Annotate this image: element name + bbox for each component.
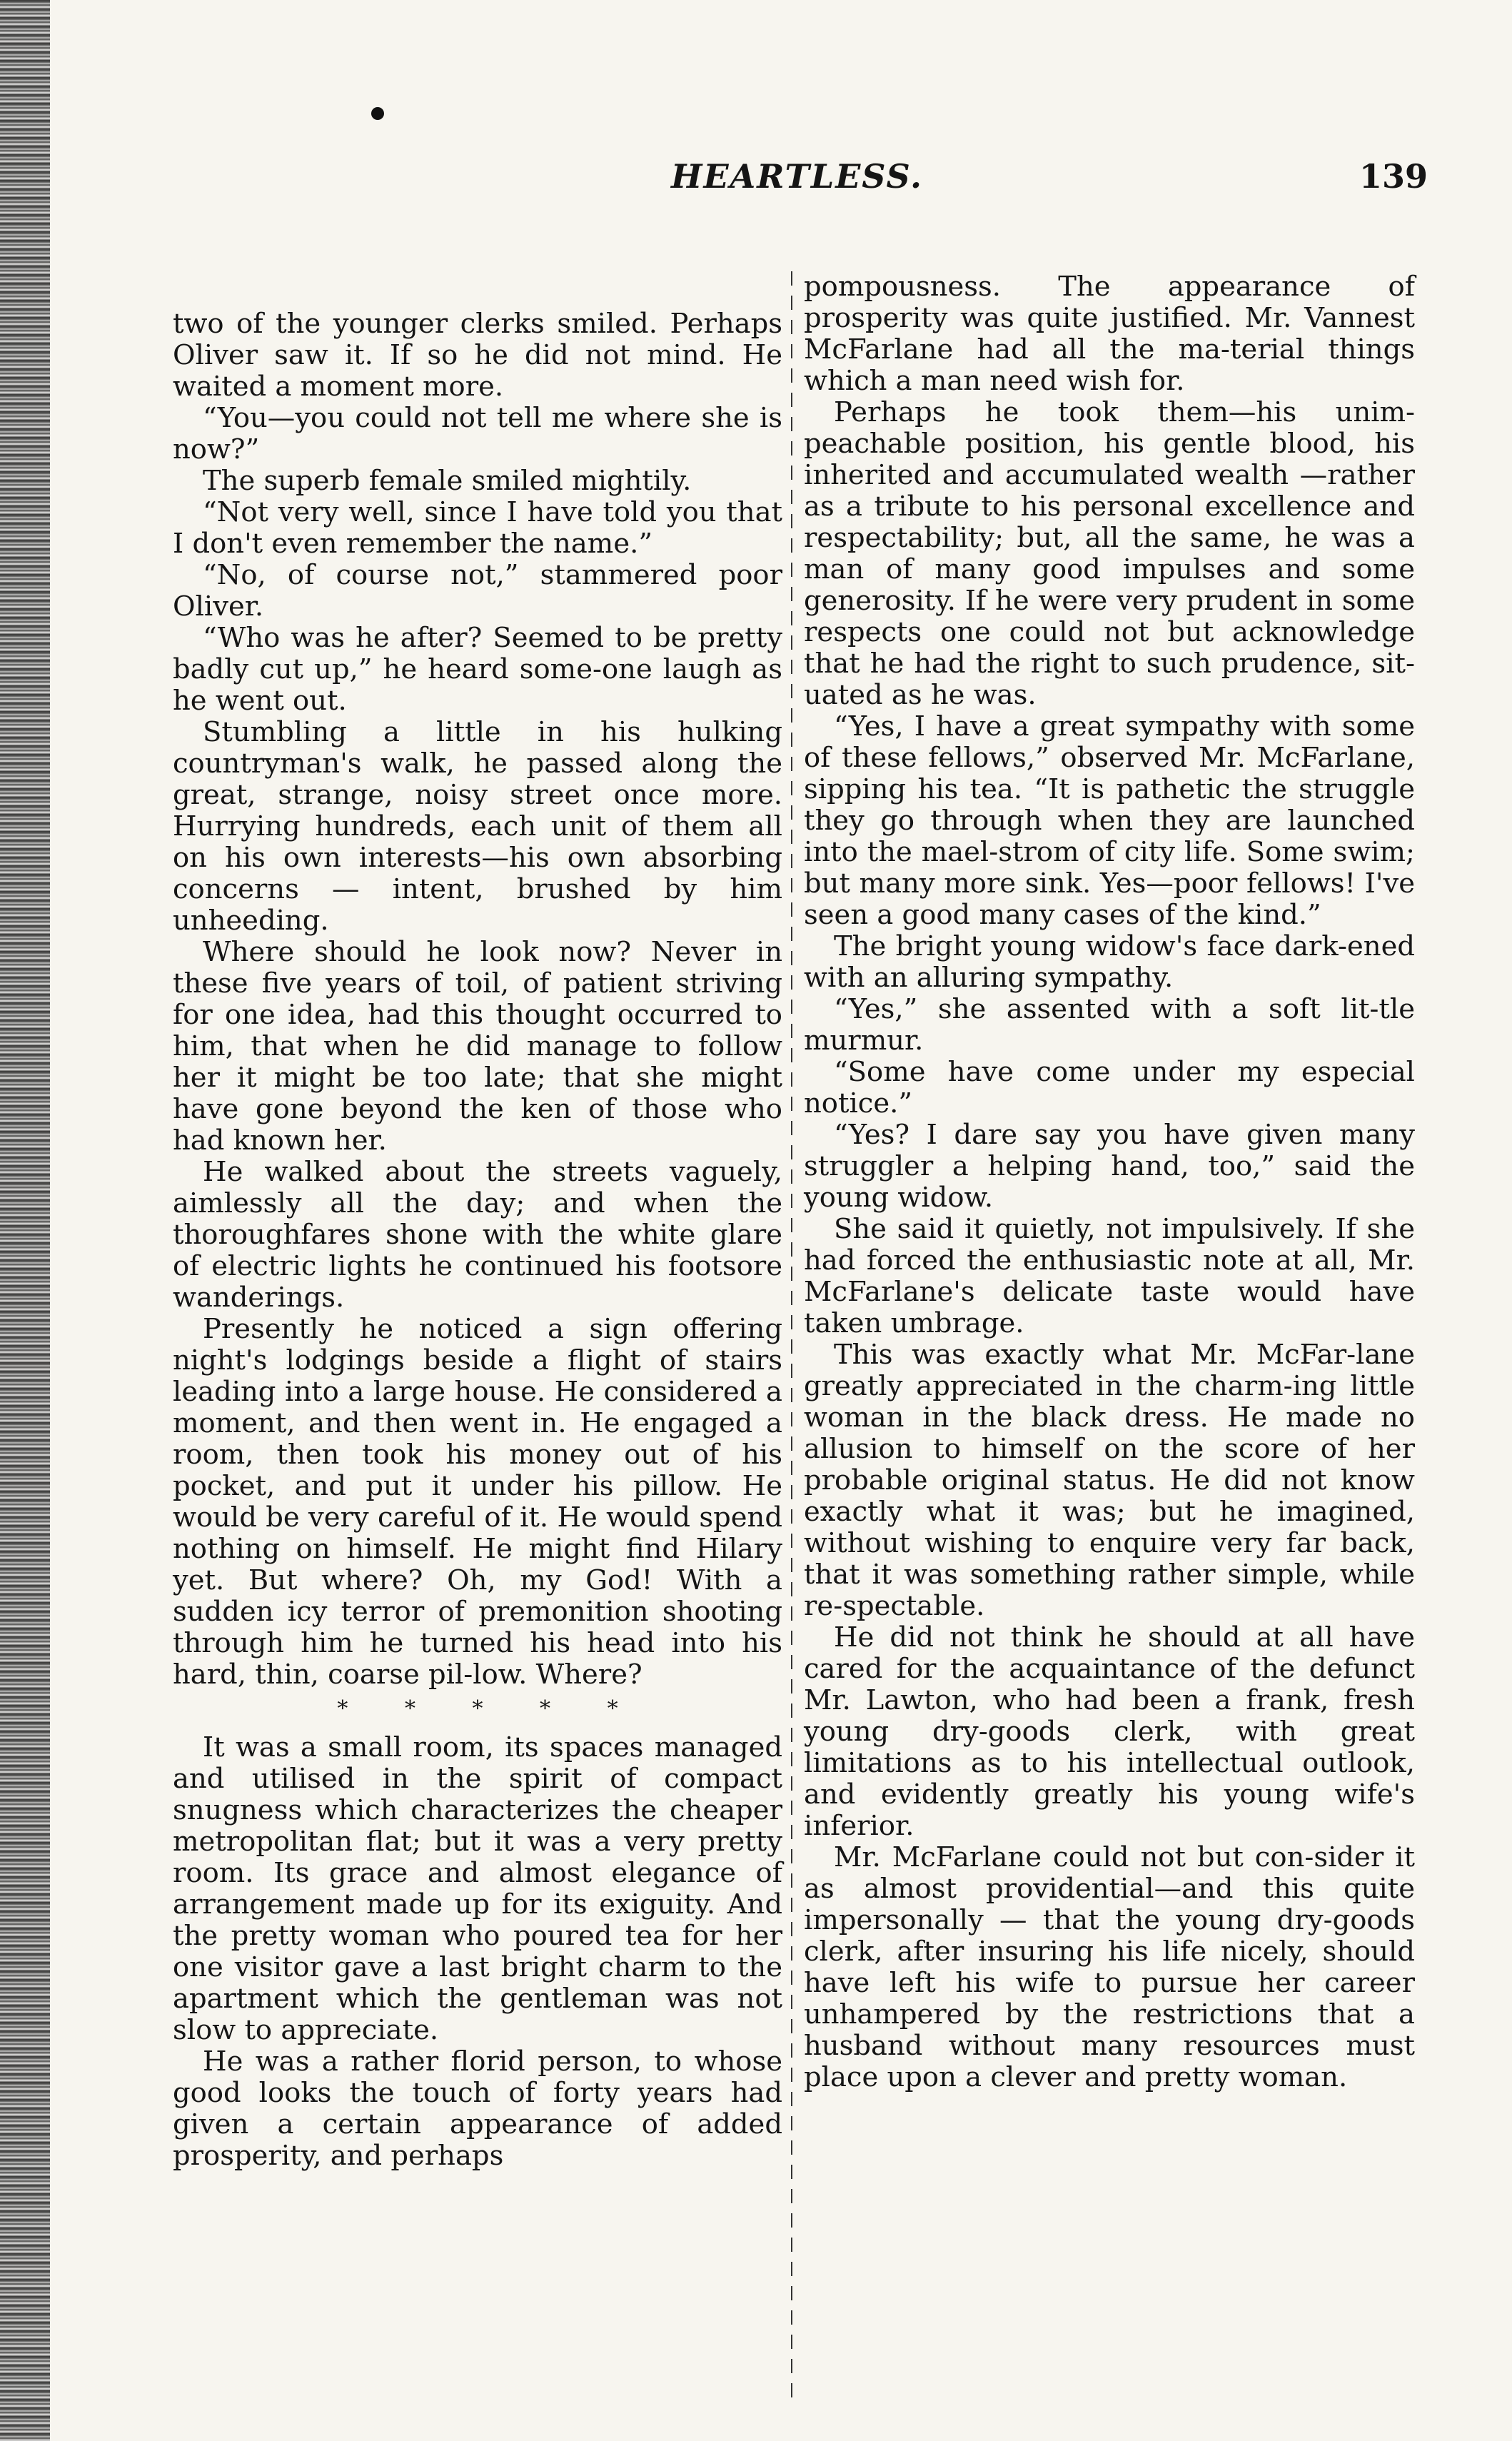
paragraph: It was a small room, its spaces managed and utilised in the spirit of compact snugness which characterizes the cheaper metropolitan flat; but it was a very pretty room. Its grace and almost elegance of arrangement made up for its exiguity. And the pretty woman who poured tea for her one visitor gave a last bright charm to the apartment which the gentleman was not slow to appreciate. — [173, 1731, 782, 2046]
page-number: 139 — [1359, 157, 1428, 196]
section-break-stars: * * * * * — [337, 1696, 618, 1721]
paragraph: He was a rather florid person, to whose good looks the touch of forty years had given a certain appearance of added prosperity, and perhaps — [173, 2045, 782, 2172]
paragraph: He did not think he should at all have cared for the acquaintance of the defunct Mr. Lawton, who had been a frank, fresh young dry-goods clerk, with great limitations as to his intellectual outlook, and evidently greatly his young wife's inferior. — [804, 1621, 1415, 1842]
paragraph: two of the younger clerks smiled. Perhaps Oliver saw it. If so he did not mind. He waited a moment more. — [173, 308, 782, 403]
paragraph: Stumbling a little in his hulking countryman's walk, he passed along the great, strange, noisy street once more. Hurrying hundreds, each unit of them all on his own interests—his own absorbing concerns — intent, brushed by him unheeding. — [173, 716, 782, 937]
paragraph: “Who was he after? Seemed to be pretty badly cut up,” he heard some-one laugh as he went out. — [173, 622, 782, 717]
page-header — [143, 136, 1428, 207]
paragraph: Perhaps he took them—his unim-peachable position, his gentle blood, his inherited and accumulated wealth —rather as a tribute to his personal excellence and respectability; but, all the same, he was a man of many good impulses and some generosity. If he were very prudent in some respects one could not but acknowledge that he had the right to such prudence, sit-uated as he was. — [804, 396, 1415, 711]
paragraph: pompousness. The appearance of prosperity was quite justified. Mr. Vannest McFarlane had all the ma-terial things which a man need wish for. — [804, 271, 1415, 397]
paragraph: “Some have come under my especial notice.” — [804, 1056, 1415, 1119]
running-title: HEARTLESS. — [671, 157, 924, 196]
paragraph: The bright young widow's face dark-ened with an alluring sympathy. — [804, 930, 1415, 994]
paragraph: “No, of course not,” stammered poor Oliver. — [173, 559, 782, 623]
paragraph: Presently he noticed a sign offering night's lodgings beside a flight of stairs leading into a large house. He considered a moment, and then went in. He engaged a room, then took his money out of his pocket, and put it under his pillow. He would be very careful of it. He would spend nothing on himself. He might find Hilary yet. But where? Oh, my God! With a sudden icy terror of premonition shooting through him he turned his head into his hard, thin, coarse pil-low. Where? — [173, 1313, 782, 1691]
paragraph: “Not very well, since I have told you that I don't even remember the name.” — [173, 496, 782, 560]
right-column — [804, 271, 1415, 2093]
book-spine-edge — [0, 0, 50, 2441]
left-column — [173, 308, 782, 2172]
paragraph: This was exactly what Mr. McFar-lane greatly appreciated in the charm-ing little woman in the black dress. He made no allusion to himself on the score of her probable original status. He did not know exactly what it was; but he imagined, without wishing to enquire very far back, that it was something rather simple, while re-spectable. — [804, 1339, 1415, 1622]
ink-dot — [371, 107, 384, 120]
paragraph: He walked about the streets vaguely, aimlessly all the day; and when the thoroughfares shone with the white glare of electric lights he continued his footsore wanderings. — [173, 1156, 782, 1314]
paragraph: “Yes? I dare say you have given many struggler a helping hand, too,” said the young widow. — [804, 1119, 1415, 1214]
paragraph: She said it quietly, not impulsively. If she had forced the enthusiastic note at all, Mr. McFarlane's delicate taste would have taken umbrage. — [804, 1213, 1415, 1339]
paragraph: “You—you could not tell me where she is now?” — [173, 402, 782, 465]
paragraph: Mr. McFarlane could not but con-sider it as almost providential—and this quite impersonally — that the young dry-goods clerk, after insuring his life nicely, should have left his wife to pursue her career unhampered by the restrictions that a husband without many resources must place upon a clever and pretty woman. — [804, 1841, 1415, 2093]
paragraph: “Yes, I have a great sympathy with some of these fellows,” observed Mr. McFarlane, sipping his tea. “It is pathetic the struggle they go through when they are launched into the mael-strom of city life. Some swim; but many more sink. Yes—poor fellows! I've seen a good many cases of the kind.” — [804, 710, 1415, 931]
paragraph: The superb female smiled mightily. — [203, 465, 692, 497]
paragraph: Where should he look now? Never in these five years of toil, of patient striving for one idea, had this thought occurred to him, that when he did manage to follow her it might be too late; that she might have gone beyond the ken of those who had known her. — [173, 936, 782, 1157]
paragraph: “Yes,” she assented with a soft lit-tle murmur. — [804, 993, 1415, 1057]
column-divider — [791, 271, 792, 2399]
